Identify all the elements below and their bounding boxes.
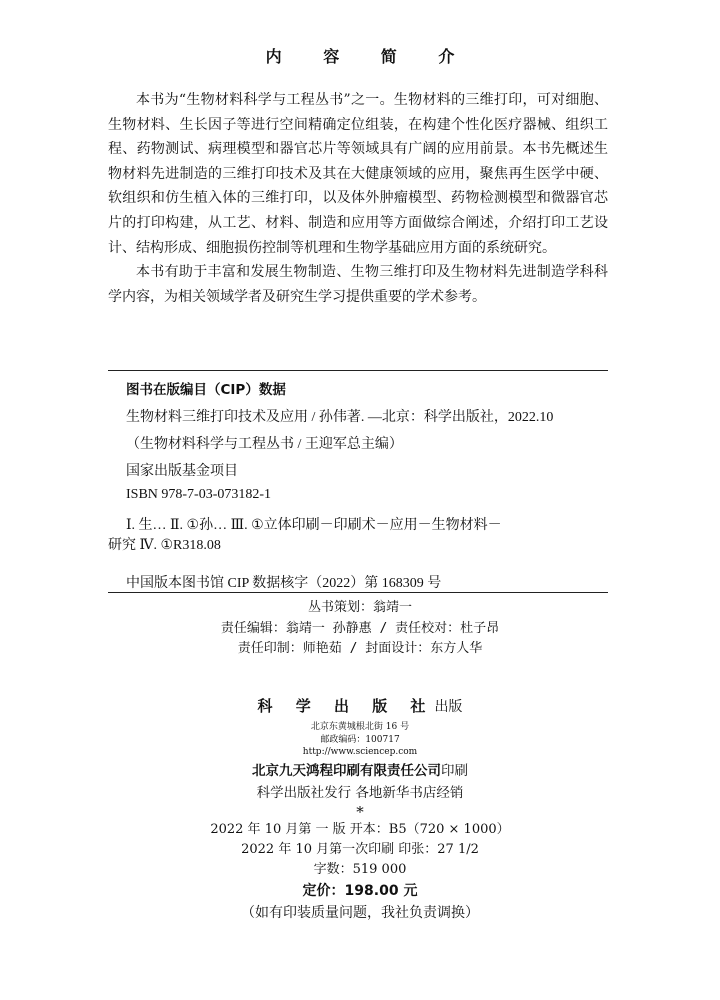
cip-fund-line: 国家出版基金项目 — [126, 464, 238, 479]
cip-isbn: ISBN 978-7-03-073182-1 — [126, 487, 272, 502]
publisher-section — [0, 694, 720, 924]
responsible-editors: 责任编辑：翁靖一 孙静惠 / 责任校对：杜子昂 — [220, 620, 500, 636]
publisher-line — [0, 694, 720, 719]
summary-section — [108, 88, 608, 309]
cip-top-divider — [108, 370, 608, 371]
publisher-postcode: 邮政编码：100717 — [320, 734, 400, 745]
printer-line — [0, 759, 720, 782]
cip-record-number: 中国版本图书馆 CIP 数据核字（2022）第 168309 号 — [126, 576, 442, 591]
publisher-website: http://www.sciencep.com — [302, 747, 418, 757]
cip-heading: 图书在版编目（CIP）数据 — [126, 382, 286, 398]
responsible-printing: 责任印制：师艳茹 / 封面设计：东方人华 — [237, 641, 483, 656]
cip-series-line: （生物材料科学与工程丛书 / 王迎军总主编） — [126, 437, 403, 452]
cip-classification-line-2: 研究 Ⅳ. ①R318.08 — [108, 538, 221, 553]
cip-bottom-divider — [108, 592, 608, 593]
series-planner: 丛书策划：翁靖一 — [307, 600, 412, 615]
cip-classification-line-1: Ⅰ. 生… Ⅱ. ①孙… Ⅲ. ①立体印刷－印刷术－应用－生物材料－ — [126, 518, 502, 533]
printer-name: 北京九天鸿程印刷有限责任公司 — [252, 762, 441, 779]
publisher-name: 科 学 出 版 社 — [257, 697, 435, 715]
printer-suffix: 印刷 — [441, 762, 468, 779]
publisher-suffix: 出版 — [434, 699, 463, 715]
page-title: 内 容 简 介 — [265, 47, 473, 66]
edition-line: 2022 年 10 月第 一 版 开本：B5（720 × 1000） — [210, 821, 510, 837]
summary-paragraph-2: 本书有助于丰富和发展生物制造、生物三维打印及生物材料先进制造学科科学内容，为相关领域学者及研究生学习提供重要的学术参考。 — [108, 264, 608, 305]
cip-title-line: 生物材料三维打印技术及应用 / 孙伟著. —北京：科学出版社，2022.10 — [126, 410, 554, 425]
separator-star: * — [356, 802, 364, 821]
credits-section — [0, 598, 720, 660]
price: 定价：198.00 元 — [302, 882, 418, 899]
summary-paragraph-1: 本书为“生物材料科学与工程丛书”之一。生物材料的三维打印，可对细胞、生物材料、生长因子等进行空间精确定位组装，在构建个性化医疗器械、组织工程、药物测试、病理模型和器官芯片等领域具有广阔的应用前景。本书先概述生物材料先进制造的三维打印技术及其在大健康领域的应用，聚焦再生医学中硬、软组织和仿生植入体的三维打印，以及体外肿瘤模型、药物检测模型和微器官芯片的打印构建，从工艺、材料、制造和应用等方面做综合阐述，介绍打印工艺设计、结构形成、细胞损伤控制等机理和生物学基础应用方面的系统研究。 — [108, 92, 608, 256]
quality-notice: （如有印装质量问题，我社负责调换） — [241, 904, 479, 921]
impression-line: 2022 年 10 月第一次印刷 印张：27 1/2 — [241, 841, 479, 857]
cip-classification — [108, 516, 608, 556]
publisher-address: 北京东黄城根北街 16 号 — [310, 722, 410, 732]
word-count: 字数：519 000 — [313, 861, 407, 877]
distribution-line: 科学出版社发行 各地新华书店经销 — [256, 784, 464, 801]
